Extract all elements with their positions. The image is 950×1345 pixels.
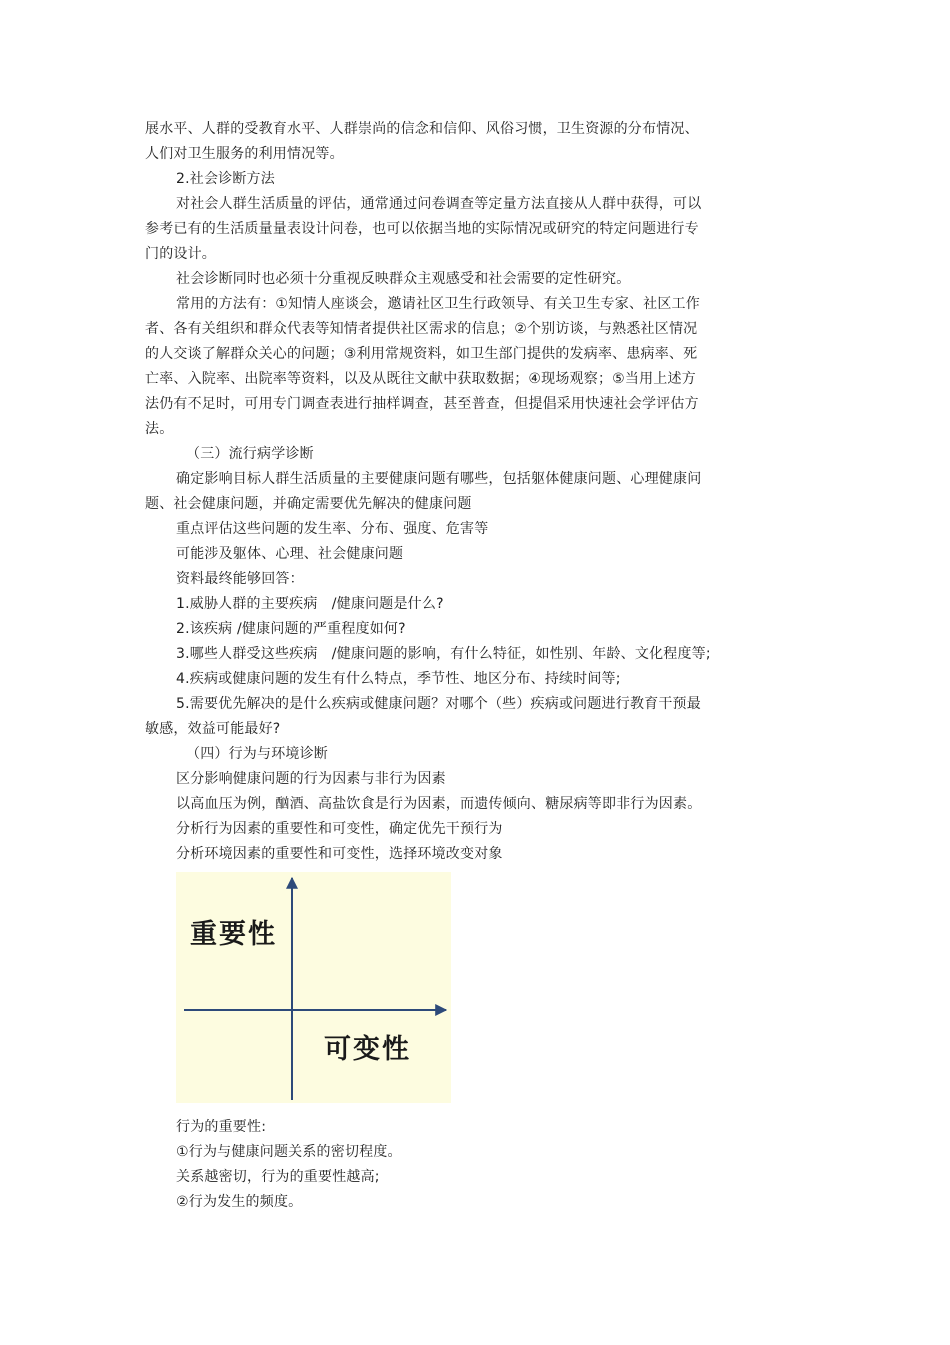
text-line: 法仍有不足时，可用专门调查表进行抽样调查，甚至普查，但提倡采用快速社会学评估方 (145, 396, 699, 412)
text-line: 可能涉及躯体、心理、社会健康问题 (176, 546, 404, 562)
text-line: 展水平、人群的受教育水平、人群崇尚的信念和信仰、风俗习惯，卫生资源的分布情况、 (145, 121, 699, 137)
text-line: 的人交谈了解群众关心的问题；③利用常规资料，如卫生部门提供的发病率、患病率、死 (145, 346, 698, 362)
text-line: 题、社会健康问题，并确定需要优先解决的健康问题 (145, 496, 472, 512)
section-heading: （三）流行病学诊断 (186, 446, 314, 462)
text-line: 常用的方法有：①知情人座谈会，邀请社区卫生行政领导、有关卫生专家、社区工作 (176, 296, 700, 312)
text-line: 社会诊断同时也必须十分重视反映群众主观感受和社会需要的定性研究。 (176, 271, 631, 287)
text-line: 参考已有的生活质量量表设计问卷，也可以依据当地的实际情况或研究的特定问题进行专 (145, 221, 699, 237)
text-line: 人们对卫生服务的利用情况等。 (145, 146, 344, 162)
text-line: 门的设计。 (145, 246, 216, 262)
text-line: 对社会人群生活质量的评估，通常通过问卷调查等定量方法直接从人群中获得，可以 (176, 196, 702, 212)
text-line: 关系越密切，行为的重要性越高; (176, 1169, 380, 1185)
list-item: ②行为发生的频度。 (176, 1194, 303, 1210)
section-heading: （四）行为与环境诊断 (186, 746, 328, 762)
text-line: 分析行为因素的重要性和可变性，确定优先干预行为 (176, 821, 503, 837)
text-line: 行为的重要性: (176, 1119, 267, 1135)
y-axis-label: 重要性 (190, 919, 277, 950)
text-line: 分析环境因素的重要性和可变性，选择环境改变对象 (176, 846, 503, 862)
text-line: 重点评估这些问题的发生率、分布、强度、危害等 (176, 521, 489, 537)
list-item: 5.需要优先解决的是什么疾病或健康问题？对哪个（些）疾病或问题进行教育干预最 (176, 696, 701, 712)
section-heading: 2.社会诊断方法 (176, 171, 275, 187)
text-line: 法。 (145, 421, 174, 437)
text-line: 资料最终能够回答： (176, 571, 304, 587)
text-line: 确定影响目标人群生活质量的主要健康问题有哪些，包括躯体健康问题、心理健康问 (176, 471, 702, 487)
text-line: 者、各有关组织和群众代表等知情者提供社区需求的信息；②个别访谈，与熟悉社区情况 (145, 321, 698, 337)
importance-variability-figure (176, 872, 451, 1103)
list-item: 4.疾病或健康问题的发生有什么特点，季节性、地区分布、持续时间等; (176, 671, 621, 687)
list-item: 2.该疾病 /健康问题的严重程度如何? (176, 621, 406, 637)
text-line: 以高血压为例，酗酒、高盐饮食是行为因素，而遗传倾向、糖尿病等即非行为因素。 (176, 796, 702, 812)
list-item: 3.哪些人群受这些疾病 /健康问题的影响，有什么特征，如性别、年龄、文化程度等; (176, 646, 711, 662)
list-item: ①行为与健康问题关系的密切程度。 (176, 1144, 402, 1160)
text-line: 区分影响健康问题的行为因素与非行为因素 (176, 771, 446, 787)
text-line: 敏感，效益可能最好? (145, 721, 281, 737)
axes-diagram (176, 872, 451, 1103)
list-item: 1.威胁人群的主要疾病 /健康问题是什么? (176, 596, 444, 612)
text-line: 亡率、入院率、出院率等资料，以及从既往文献中获取数据；④现场观察；⑤当用上述方 (145, 371, 696, 387)
x-axis-label: 可变性 (324, 1034, 411, 1065)
